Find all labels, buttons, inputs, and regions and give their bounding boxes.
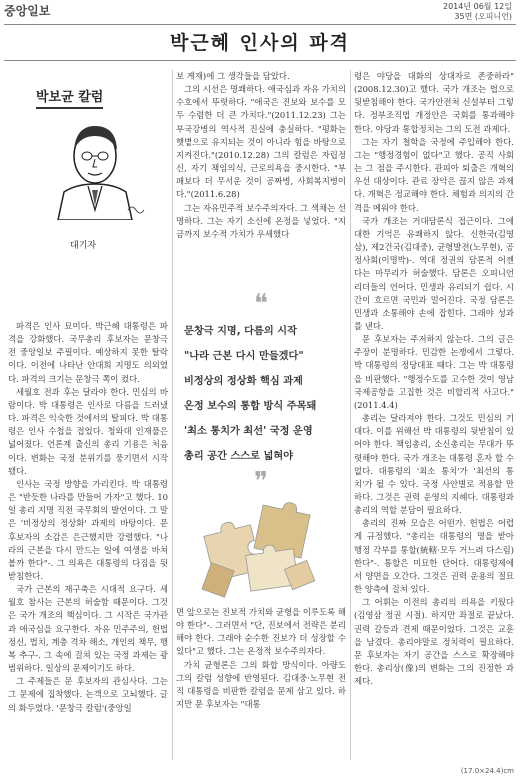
paragraph: 인사는 국정 방향을 가리킨다. 박 대통령은 "반듯한 나라를 만들어 가자"고 했다. 10일 총리 지명 직전 국무회의 발언이다. 그 말은 '비정상의 정상화' 과제의 바탕이다. 문 후보자의 소감은 은근했지만 강렬했다. "나라의 근본을 다시 만드는 일에 여생을 바쳐볼까 한다"-. 그 의욕은 대통령의 다짐을 뒷받침한다. [8, 478, 168, 581]
article-column-1 [8, 320, 168, 770]
pull-quote-line: '최소 통치가 최선' 국정 운영 [184, 426, 313, 437]
paragraph: 국가 개조는 거대담론식 접근이다. 그에 대한 기억은 유쾌하지 않다. 신한국(김영삼), 제2건국(김대중), 균형발전(노무현), 공정사회(이명박)-. 역대 정권의 담론적 어젠다는 마무리가 허술했다. 담론은 오피니언 리더들의 언어다. 민생과 유리되기 쉽다. 시간이 흐르면 국민과 멀어진다. 국정 담론은 민생과 소통해야 손에 잡힌다. 그래야 성과를 낸다. [354, 215, 514, 331]
pull-quote-line: "나라 근본 다시 만들겠다" [184, 351, 304, 362]
paragraph: 총리는 달라져야 한다. 그것도 민심의 기대다. 이를 위해선 박 대통령의 뒷받침이 있어야 한다. 책임총리, 소신총리는 무대가 뚜렷해야 한다. 국가 개조는 대통령 혼자 할 수 없다. 대통령의 '최소 통치'가 '최선의 통치'가 될 수 있다. 국정 사안별로 적용할 만하다. 그것은 권력 운영의 지혜다. 대통령과 총리의 역할 분담이 필요하다. [354, 413, 514, 516]
article-column-3 [354, 70, 514, 760]
column-divider [350, 70, 351, 760]
paragraph: 가치 균형론은 그의 화합 방식이다. 아량도 그의 칼럼 성향에 반영된다. 김대중·노무현 전직 대통령을 비판한 칼럼을 문제 삼고 있다. 하지만 문 후보자는 "대통 [176, 659, 346, 710]
puzzle-pieces-illustration [188, 490, 328, 600]
paragraph: 령은 야당을 대화의 상대자로 존중하라"(2008.12.30)고 했다. 국가 개조는 법으로 뒷받침해야 한다. 국가안전처 신설부터 그렇다. 정부조직법 개정안은 국회를 통과해야 한다. 야당과 통합정치는 그의 도전 과제다. [354, 71, 514, 134]
pull-quote-line: 온정 보수의 통합 방식 주목돼 [184, 401, 317, 412]
open-quote-icon: ❝ [254, 289, 268, 319]
pull-quote-line: 비정상의 정상화 핵심 과제 [184, 376, 303, 387]
article-column-2-bottom [176, 606, 346, 770]
paragraph: 파격은 인사 묘미다. 박근혜 대통령은 파격을 강화했다. 국무총리 후보자는 문창극 전 중앙일보 주필이다. 예상하지 못한 탈락이다. 이전에 나타난 안대희 지명도 의외였다. 파격의 크기는 문창극 쪽이 컸다. [8, 321, 168, 384]
paragraph: 문 후보자는 주저하지 않는다. 그의 글은 주장이 분명하다. 민감한 논쟁에서 그렇다. 박 대통령의 정당대표 때다. 그는 박 대통령을 비판했다. "행정수도를 고수한 것이 영남국제공항을 고집한 것은 비합리적 사고다."(2011.4.4) [354, 334, 514, 410]
paragraph: 그의 시선은 명쾌하다. 애국심과 자유 가치의 수호에서 뚜렷하다. "애국은 진보와 보수를 모두 수렴한 더 큰 가치다."(2011.12.23) 그는 부국강병의 역사적 진실에 충실하다. "평화는 햇볕으로 유지되는 것이 아니라 힘을 바탕으로 지켜진다."(2010.12.28) 그의 칼럼은 자립정신, 자기 책임의식, 근로의욕을 중시한다. "부패보다 더 무서운 것이 공짜병, 사회복지병이다."(2011.6.28) [176, 84, 346, 200]
newspaper-masthead: 중앙일보 [4, 4, 51, 18]
column-divider [172, 70, 173, 760]
top-rule [4, 24, 516, 25]
pull-quote-line: 문창극 지명, 다름의 시작 [184, 326, 297, 337]
article-column-2-top [176, 70, 346, 286]
paragraph: 그 주제들은 문 후보자의 관심사다. 그는 그 문제에 집착했다. 논객으로 고뇌했다. 글의 화두였다. '문창극 칼럼'(중앙일 [8, 676, 168, 713]
column-title: 박보균 칼럼 [36, 86, 103, 109]
article-size-note: (17.0×24.4)cm [460, 767, 514, 775]
author-byline: 대기자 [70, 241, 97, 251]
paragraph: 국가 근본의 재구축은 시대적 요구다. 세월호 참사는 근본의 허술함 때문이다. 그것은 국가 개조의 핵심이다. 그 시작은 국가관과 애국심을 요구한다. 자유 민주주의, 헌법 정신, 법치, 계층 격차 해소, 개인의 책무, 행복 추구-. 그 속에 걸쳐 있는 국정 과제는 광범위하다. 일상의 문제이기도 하다. [8, 584, 168, 674]
date-line-1: 2014년 06월 12일 [443, 2, 512, 11]
close-quote-icon: ❞ [254, 467, 268, 497]
paragraph: 보 게재)에 그 생각들을 담았다. [176, 71, 290, 81]
paragraph: 면 앞으로는 진보적 가치와 균형을 이루도록 해야 한다"-. 그러면서 "단, 진보에서 전략은 분리해야 한다. 그래야 순수한 진보가 더 성장할 수 있다"고 했다. 그는 온정적 보수주의자다. [176, 607, 346, 657]
paragraph: 그 어휘는 이전의 총리의 의욕을 키웠다(김영삼 정권 시절). 하지만 좌절로 끝났다. 권력 갈등과 견제 때문이었다. 그것은 교훈을 남겼다. 총리야말로 정치력이 필요하다. 문 후보자는 자기 공간을 스스로 확장해야 한다. 총리상(像)의 변화는 그의 진정한 과제다. [354, 597, 514, 687]
pull-quote-line: 총리 공간 스스로 넓혀야 [184, 451, 294, 462]
paragraph: 그는 자유민주적 보수주의자다. 그 색채는 선명하다. 그는 자기 소신에 온정을 넣었다. "지금까지 보수적 가치가 우세했다 [176, 202, 346, 239]
paragraph: 총리의 진짜 모습은 어떤가. 헌법은 어렵게 규정했다. "총리는 대통령의 명을 받아 행정 각부를 통할(統轄·모두 거느려 다스림)한다"-. 통할은 미묘한 단어다. 대통령제에서 양면을 오간다. 그것은 권력 운용의 절묘한 양측에 걸쳐 있다. [354, 518, 514, 595]
paragraph: 그는 자기 철학을 국정에 주입해야 한다. 그는 "행정경험이 없다"고 했다. 공직 사회는 그 점을 주시한다. 관피아 퇴출은 개혁의 우선 대상이다. 관료 장악은 끊지 않은 과제다. 개혁은 정교해야 한다. 체험과 의지의 간격을 메워야 한다. [354, 136, 514, 213]
paragraph: 세월호 전과 후는 달라야 한다. 민심의 바람이다. 박 대통령은 인사로 다름을 드러냈다. 파격은 익숙한 것에서의 탈피다. 박 대통령은 인사 수첩을 접었다. 청와대 인재풀은 넓어졌다. 언론계 출신의 총리 기용은 처음이다. 변화는 국정 분위기를 풍기면서 시작됐다. [8, 386, 168, 476]
issue-date [443, 2, 512, 22]
author-portrait-illustration [36, 114, 154, 220]
article-headline: 박근혜 인사의 파격 [169, 32, 351, 54]
headline-rule [4, 60, 516, 61]
pull-quote [176, 289, 346, 497]
date-line-2: 35면 (오피니언) [454, 12, 512, 21]
